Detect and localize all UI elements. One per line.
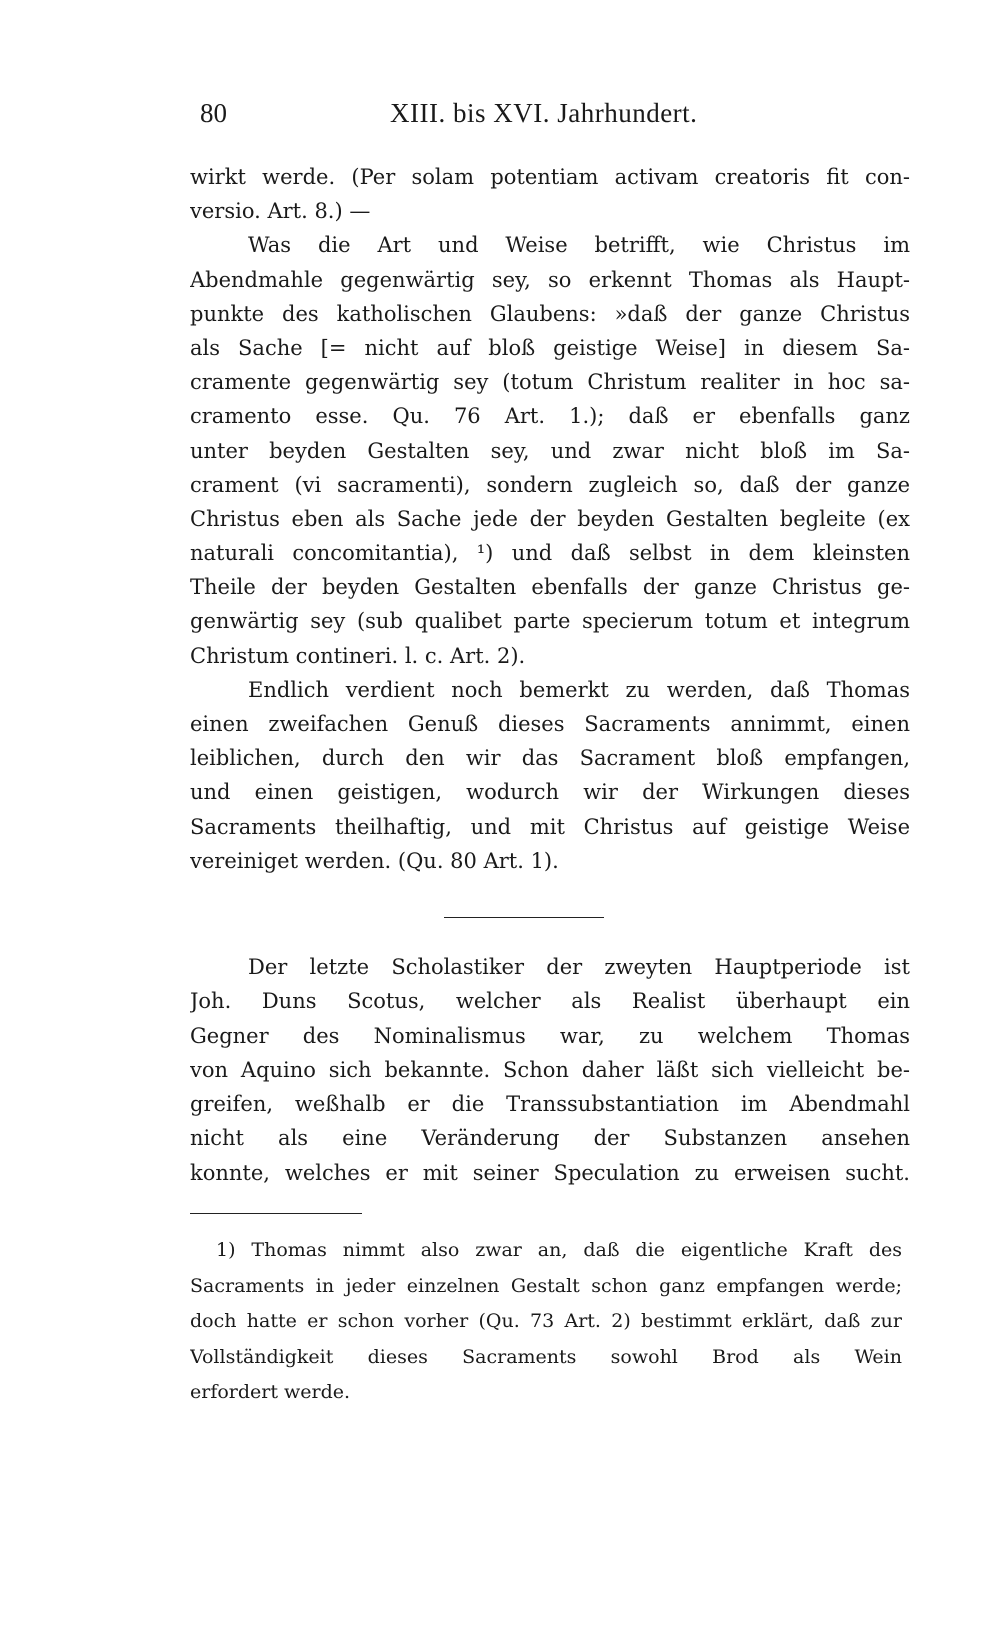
text-line: cramente gegenwärtig sey (totum Christum realiter in hoc sa-	[190, 370, 910, 395]
text-line: unter beyden Gestalten sey, und zwar nicht bloß im Sa-	[190, 438, 910, 463]
text-line: versio. Art. 8.) —	[190, 199, 371, 224]
text-line: nicht als eine Veränderung der Substanzen ansehen	[190, 1126, 910, 1151]
footnote-divider	[190, 1213, 362, 1214]
footnote-line: erfordert werde.	[190, 1381, 351, 1404]
page-number: 80	[200, 98, 227, 128]
text-line: wirkt werde. (Per solam potentiam activam creatoris fit con-	[190, 165, 910, 189]
text-line: Gegner des Nominalismus war, zu welchem Thomas	[190, 1023, 910, 1048]
text-line: Abendmahle gegenwärtig sey, so erkennt Thomas als Haupt-	[190, 267, 910, 292]
text-line: Joh. Duns Scotus, welcher als Realist überhaupt ein	[190, 989, 910, 1014]
text-line: greifen, weßhalb er die Transsubstantiation im Abendmahl	[190, 1092, 910, 1117]
text-line: Theile der beyden Gestalten ebenfalls der ganze Christus ge-	[190, 575, 910, 600]
section-divider	[444, 917, 604, 918]
paragraph-1	[190, 160, 910, 878]
text-line: einen zweifachen Genuß dieses Sacraments annimmt, einen	[190, 712, 910, 736]
footnote-line: Sacraments in jeder einzelnen Gestalt schon ganz empfangen werde;	[190, 1274, 902, 1297]
text-line: und einen geistigen, wodurch wir der Wirkungen dieses	[190, 780, 910, 805]
text-line: von Aquino sich bekannte. Schon daher läßt sich vielleicht be-	[190, 1057, 910, 1082]
footnote-line: 1) Thomas nimmt also zwar an, daß die eigentliche Kraft des	[216, 1239, 902, 1261]
text-line: vereiniget werden. (Qu. 80 Art. 1).	[190, 848, 559, 873]
text-line: punkte des katholischen Glaubens: »daß der ganze Christus	[190, 301, 910, 326]
text-line: genwärtig sey (sub qualibet parte specierum totum et integrum	[190, 609, 910, 634]
text-line: naturali concomitantia), ¹) und daß selbst in dem kleinsten	[190, 541, 910, 566]
text-line: konnte, welches er mit seiner Speculation zu erweisen sucht.	[190, 1160, 910, 1185]
text-line: crament (vi sacramenti), sondern zugleich so, daß der ganze	[190, 472, 910, 497]
footnote-line: doch hatte er schon vorher (Qu. 73 Art. 2) bestimmt erklärt, daß zur	[190, 1310, 902, 1333]
footnote	[190, 1233, 902, 1411]
page-header	[190, 98, 900, 138]
text-line: Der letzte Scholastiker der zweyten Hauptperiode ist	[248, 955, 910, 979]
text-line: Was die Art und Weise betrifft, wie Christus im	[248, 233, 910, 258]
text-line: Endlich verdient noch bemerkt zu werden, daß Thomas	[248, 677, 910, 702]
footnote-line: Vollständigkeit dieses Sacraments sowohl Brod als Wein	[190, 1345, 902, 1368]
text-line: Sacraments theilhaftig, und mit Christus auf geistige Weise	[190, 814, 910, 839]
running-title: XIII. bis XVI. Jahrhundert.	[390, 98, 698, 128]
text-line: cramento esse. Qu. 76 Art. 1.); daß er ebenfalls ganz	[190, 404, 910, 429]
text-line: leiblichen, durch den wir das Sacrament bloß empfangen,	[190, 746, 910, 771]
paragraph-2	[190, 950, 910, 1190]
text-line: Christus eben als Sache jede der beyden Gestalten begleite (ex	[190, 506, 910, 531]
text-line: Christum contineri. l. c. Art. 2).	[190, 643, 526, 668]
text-line: als Sache [= nicht auf bloß geistige Weise] in diesem Sa-	[190, 335, 910, 360]
